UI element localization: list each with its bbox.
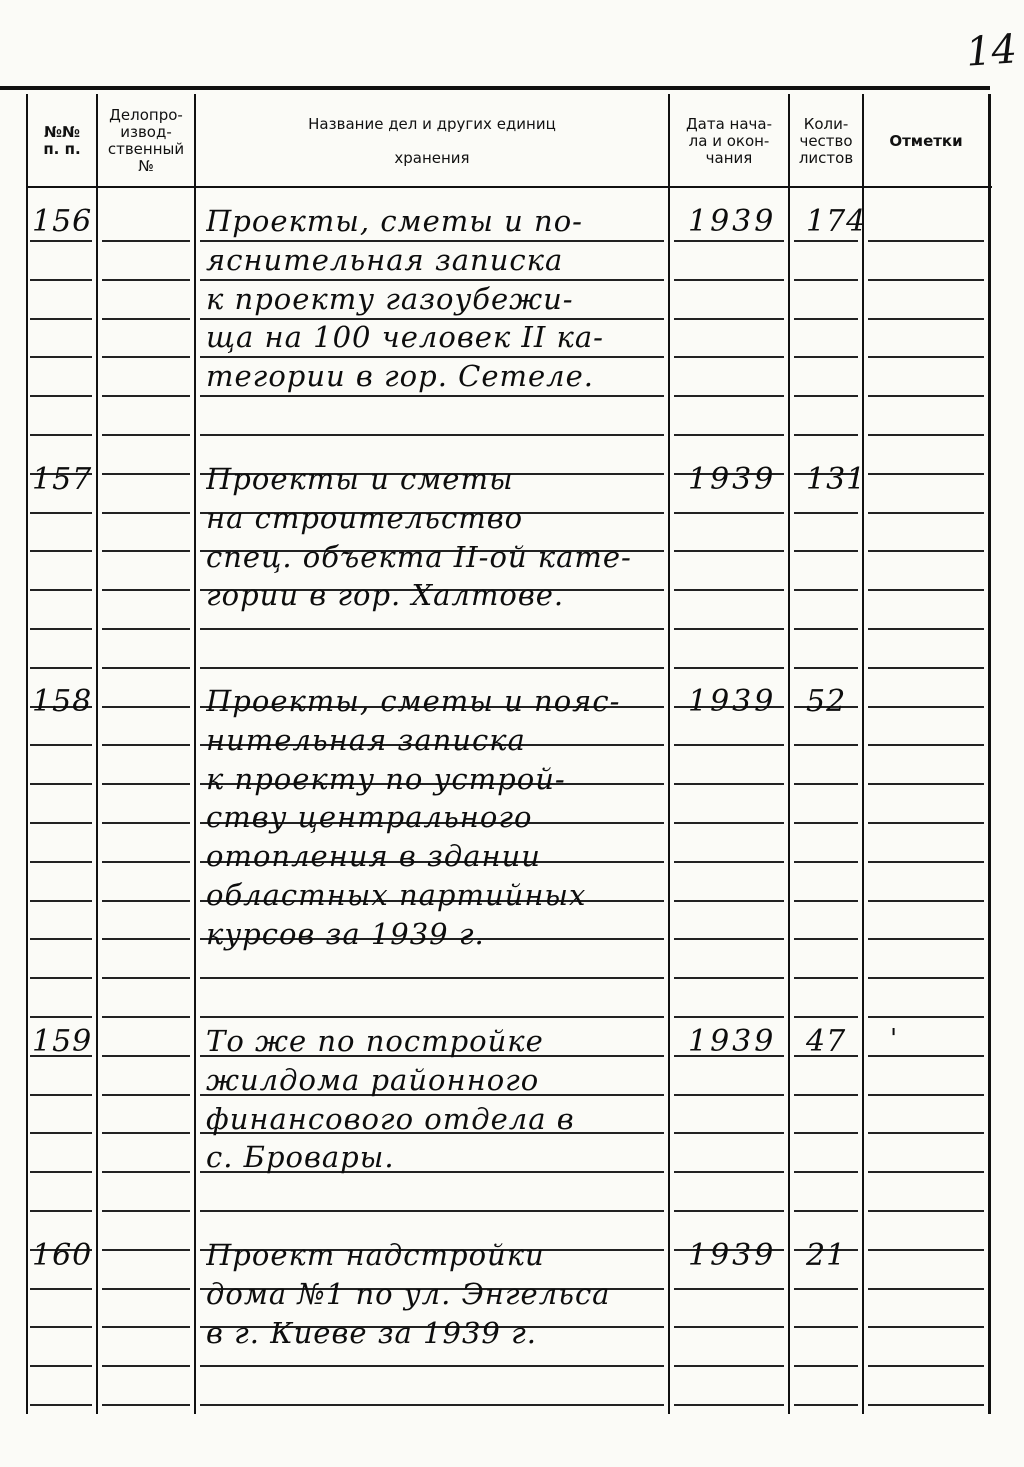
entry-title-line: Проекты, сметы и пояс- xyxy=(206,684,621,718)
ruled-line xyxy=(102,822,190,824)
header-title: Название дел и других единиц хранения xyxy=(308,114,556,167)
ruled-line xyxy=(30,318,92,320)
ruled-line xyxy=(794,1404,858,1406)
ruled-line xyxy=(102,900,190,902)
entry-sheets: 52 xyxy=(806,684,847,719)
ruled-line xyxy=(868,1288,984,1290)
ruled-line xyxy=(868,589,984,591)
ruled-line xyxy=(674,1365,784,1367)
entry-dates: 1939 xyxy=(688,1024,777,1059)
ruled-line xyxy=(794,1016,858,1018)
ruled-line xyxy=(102,744,190,746)
ruled-line xyxy=(200,1404,664,1406)
table-border-right xyxy=(988,94,991,1414)
ruled-line xyxy=(674,861,784,863)
ruled-line xyxy=(868,628,984,630)
entry-title-line: отопления в здании xyxy=(206,839,541,873)
table-top-rule xyxy=(0,86,990,90)
header-number: №№ п. п. xyxy=(43,123,81,158)
ruled-line xyxy=(868,550,984,552)
header-notes: Отметки xyxy=(889,131,963,150)
entry-title-line: жилдома районного xyxy=(206,1063,540,1097)
ruled-line xyxy=(30,395,92,397)
ruled-line xyxy=(674,434,784,436)
ruled-line xyxy=(794,1171,858,1173)
ruled-line xyxy=(102,589,190,591)
ruled-line xyxy=(868,822,984,824)
entry-title-line: гории в гор. Халтове. xyxy=(206,578,565,612)
ruled-line xyxy=(674,1132,784,1134)
entry-title-line: тегории в гор. Сетеле. xyxy=(206,359,594,393)
entry-number: 158 xyxy=(32,684,93,719)
ruled-line xyxy=(200,1016,664,1018)
ruled-line xyxy=(200,395,664,397)
ruled-line xyxy=(30,1210,92,1212)
ruled-line xyxy=(30,628,92,630)
ruled-line xyxy=(674,1326,784,1328)
entry-number: 156 xyxy=(32,204,93,239)
ruled-line xyxy=(674,783,784,785)
ruled-line xyxy=(30,1326,92,1328)
ruled-line xyxy=(200,240,664,242)
ruled-line xyxy=(868,783,984,785)
ruled-line xyxy=(868,395,984,397)
ruled-line xyxy=(200,667,664,669)
ruled-line xyxy=(674,938,784,940)
entry-sheets: 131 xyxy=(806,462,867,497)
ruled-line xyxy=(868,240,984,242)
ruled-line xyxy=(868,434,984,436)
ruled-line xyxy=(868,861,984,863)
entry-title-line: То же по постройке xyxy=(206,1024,544,1058)
ruled-line xyxy=(30,861,92,863)
ruled-line xyxy=(102,783,190,785)
ruled-line xyxy=(102,240,190,242)
ruled-line xyxy=(102,1249,190,1251)
table-border-left xyxy=(26,94,28,1414)
entry-title-line: яснительная записка xyxy=(206,243,564,277)
ruled-line xyxy=(674,512,784,514)
ruled-line xyxy=(868,1210,984,1212)
ruled-line xyxy=(868,1171,984,1173)
ruled-line xyxy=(794,822,858,824)
entry-title-line: на строительство xyxy=(206,501,524,535)
ruled-line xyxy=(868,1132,984,1134)
ruled-line xyxy=(102,1016,190,1018)
entry-number: 157 xyxy=(32,462,93,497)
ruled-line xyxy=(868,1249,984,1251)
ruled-line xyxy=(674,1016,784,1018)
ruled-line xyxy=(794,744,858,746)
ruled-line xyxy=(102,938,190,940)
entry-number: 159 xyxy=(32,1024,93,1059)
ruled-line xyxy=(102,434,190,436)
entry-title-line: в г. Киеве за 1939 г. xyxy=(206,1316,537,1350)
ruled-line xyxy=(674,1171,784,1173)
ruled-line xyxy=(794,512,858,514)
ruled-line xyxy=(102,395,190,397)
ruled-line xyxy=(102,473,190,475)
column-divider xyxy=(862,94,864,1414)
header-office-number: Делопро- извод- ственный № xyxy=(107,106,185,175)
ruled-line xyxy=(868,1326,984,1328)
ruled-line xyxy=(868,900,984,902)
ruled-line xyxy=(30,938,92,940)
entry-dates: 1939 xyxy=(688,204,777,239)
ruled-line xyxy=(102,550,190,552)
ruled-line xyxy=(30,512,92,514)
ruled-line xyxy=(674,1404,784,1406)
ruled-line xyxy=(30,1016,92,1018)
ruled-line xyxy=(674,977,784,979)
ruled-line xyxy=(200,1365,664,1367)
ruled-line xyxy=(868,706,984,708)
ruled-line xyxy=(30,240,92,242)
ruled-line xyxy=(674,667,784,669)
header-dates: Дата нача- ла и окон- чания xyxy=(685,114,773,167)
ruled-line xyxy=(30,434,92,436)
ruled-line xyxy=(30,900,92,902)
ruled-line xyxy=(794,1094,858,1096)
ruled-line xyxy=(868,473,984,475)
entry-sheets: 21 xyxy=(806,1238,847,1273)
ruled-line xyxy=(102,1365,190,1367)
ruled-line xyxy=(102,279,190,281)
ruled-line xyxy=(794,318,858,320)
header-bottom-rule xyxy=(26,186,992,188)
ruled-line xyxy=(102,628,190,630)
ruled-line xyxy=(868,667,984,669)
ruled-line xyxy=(30,744,92,746)
entry-title-line: дома №1 по ул. Энгельса xyxy=(206,1277,611,1311)
ruled-line xyxy=(868,977,984,979)
ruled-line xyxy=(102,1210,190,1212)
entry-dates: 1939 xyxy=(688,1238,777,1273)
entry-number: 160 xyxy=(32,1238,93,1273)
ruled-line xyxy=(102,1288,190,1290)
ruled-line xyxy=(794,783,858,785)
ruled-line xyxy=(794,1326,858,1328)
ruled-line xyxy=(794,240,858,242)
ruled-line xyxy=(794,861,858,863)
ruled-line xyxy=(674,744,784,746)
ruled-line xyxy=(102,667,190,669)
ruled-line xyxy=(868,1016,984,1018)
ruled-line xyxy=(102,706,190,708)
ruled-line xyxy=(674,318,784,320)
ruled-line xyxy=(30,279,92,281)
ruled-line xyxy=(200,434,664,436)
ruled-line xyxy=(30,1288,92,1290)
ruled-line xyxy=(868,356,984,358)
ruled-line xyxy=(794,1365,858,1367)
ruled-line xyxy=(102,318,190,320)
ruled-line xyxy=(200,279,664,281)
ruled-line xyxy=(674,822,784,824)
entry-title-line: Проект надстройки xyxy=(206,1238,545,1272)
ruled-line xyxy=(30,1132,92,1134)
ruled-line xyxy=(794,667,858,669)
entry-sheets: 47 xyxy=(806,1024,847,1059)
entry-title-line: курсов за 1939 г. xyxy=(206,917,485,951)
ruled-line xyxy=(102,861,190,863)
ruled-line xyxy=(102,1132,190,1134)
ruled-line xyxy=(794,395,858,397)
ruled-line xyxy=(674,356,784,358)
entry-title-line: ству центрального xyxy=(206,800,533,834)
ruled-line xyxy=(794,977,858,979)
ruled-line xyxy=(868,1404,984,1406)
ruled-line xyxy=(674,1210,784,1212)
ruled-line xyxy=(200,1210,664,1212)
ruled-line xyxy=(868,938,984,940)
ruled-line xyxy=(30,1365,92,1367)
ruled-line xyxy=(794,628,858,630)
ruled-line xyxy=(102,1404,190,1406)
entry-note: ' xyxy=(890,1024,899,1054)
ruled-line xyxy=(30,550,92,552)
ruled-line xyxy=(102,1171,190,1173)
entry-title-line: к проекту газоубежи- xyxy=(206,282,574,316)
ruled-line xyxy=(30,1171,92,1173)
ruled-line xyxy=(794,550,858,552)
ruled-line xyxy=(794,434,858,436)
ruled-line xyxy=(794,900,858,902)
ruled-line xyxy=(674,1094,784,1096)
ruled-line xyxy=(30,822,92,824)
ruled-line xyxy=(674,589,784,591)
ruled-line xyxy=(794,279,858,281)
ruled-line xyxy=(674,279,784,281)
ruled-line xyxy=(674,900,784,902)
ruled-line xyxy=(794,1288,858,1290)
ruled-line xyxy=(30,783,92,785)
page-number: 14 xyxy=(964,26,1019,76)
ruled-line xyxy=(30,1094,92,1096)
ruled-line xyxy=(868,744,984,746)
ruled-line xyxy=(794,589,858,591)
ruled-line xyxy=(868,512,984,514)
column-divider xyxy=(194,94,196,1414)
entry-title-line: спец. объекта II-ой кате- xyxy=(206,540,632,574)
ruled-line xyxy=(868,1365,984,1367)
ruled-line xyxy=(30,356,92,358)
column-divider xyxy=(788,94,790,1414)
ruled-line xyxy=(674,628,784,630)
ruled-line xyxy=(794,938,858,940)
ruled-line xyxy=(30,667,92,669)
ruled-line xyxy=(868,279,984,281)
ruled-line xyxy=(794,1210,858,1212)
ruled-line xyxy=(200,628,664,630)
ruled-line xyxy=(200,977,664,979)
entry-title-line: к проекту по устрой- xyxy=(206,762,566,796)
entry-title-line: ща на 100 человек II ка- xyxy=(206,320,604,354)
entry-sheets: 174 xyxy=(806,204,867,239)
entry-title-line: с. Бровары. xyxy=(206,1140,395,1174)
header-sheets: Коли- чество листов xyxy=(798,114,854,167)
ruled-line xyxy=(794,356,858,358)
entry-title-line: областных партийных xyxy=(206,878,587,912)
ruled-line xyxy=(674,240,784,242)
ruled-line xyxy=(102,512,190,514)
ruled-line xyxy=(102,1326,190,1328)
entry-title-line: нительная записка xyxy=(206,723,526,757)
entry-title-line: финансового отдела в xyxy=(206,1102,575,1136)
ruled-line xyxy=(30,589,92,591)
entry-title-line: Проекты, сметы и по- xyxy=(206,204,583,238)
entry-dates: 1939 xyxy=(688,462,777,497)
ruled-line xyxy=(102,1094,190,1096)
column-divider xyxy=(96,94,98,1414)
ruled-line xyxy=(674,395,784,397)
ruled-line xyxy=(674,550,784,552)
entry-title-line: Проекты и сметы xyxy=(206,462,514,496)
ruled-line xyxy=(200,356,664,358)
ruled-line xyxy=(102,977,190,979)
entry-dates: 1939 xyxy=(688,684,777,719)
ruled-line xyxy=(30,1404,92,1406)
ruled-line xyxy=(674,1288,784,1290)
ruled-line xyxy=(102,356,190,358)
ruled-line xyxy=(868,1094,984,1096)
ruled-line xyxy=(102,1055,190,1057)
ruled-line xyxy=(794,1132,858,1134)
ruled-line xyxy=(868,318,984,320)
ruled-line xyxy=(868,1055,984,1057)
ruled-line xyxy=(30,977,92,979)
